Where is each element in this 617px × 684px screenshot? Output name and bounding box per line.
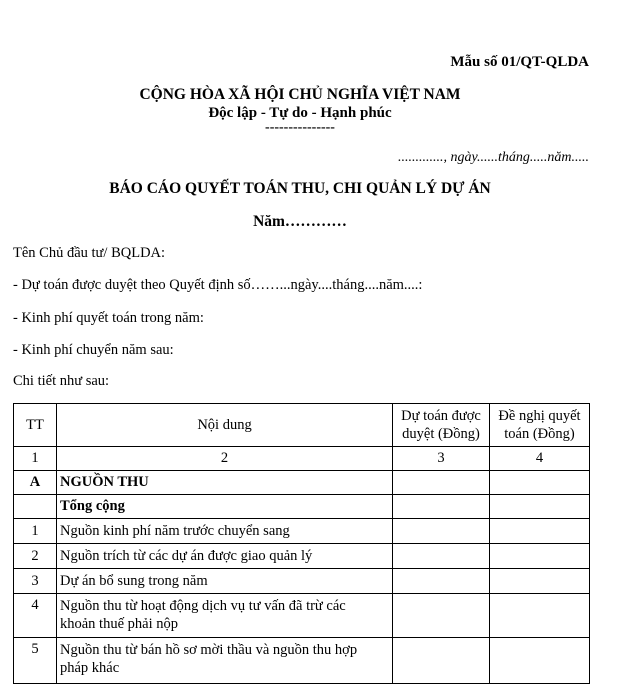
column-index: 1 <box>14 447 57 471</box>
column-index: 2 <box>57 447 393 471</box>
header-settlement-proposal <box>490 404 590 447</box>
row-label: Nguồn kinh phí năm trước chuyển sang <box>57 519 393 544</box>
investor-line: Tên Chủ đầu tư/ BQLDA: <box>13 245 166 261</box>
settlement-table <box>13 403 590 684</box>
row-label-line2: pháp khác <box>60 660 120 677</box>
report-title: BÁO CÁO QUYẾT TOÁN THU, CHI QUẢN LÝ DỰ ÁN <box>109 180 491 197</box>
amount-cell <box>393 569 490 594</box>
amount-cell <box>490 569 590 594</box>
amount-cell <box>393 519 490 544</box>
form-code: Mẫu số 01/QT-QLDA <box>450 54 589 70</box>
header-content: Nội dung <box>57 404 393 447</box>
table-row <box>14 519 590 544</box>
row-label <box>57 638 393 684</box>
row-label-line1: Nguồn thu từ bán hồ sơ mời thầu và nguồn thu hợp <box>60 642 358 658</box>
header-divider: --------------- <box>265 120 335 135</box>
header-approved-estimate-line1: Dự toán được <box>401 407 481 424</box>
column-index: 4 <box>490 447 590 471</box>
total-label: Tổng cộng <box>57 495 393 519</box>
column-index: 3 <box>393 447 490 471</box>
row-number: 2 <box>14 544 57 569</box>
settlement-funds-line: - Kinh phí quyết toán trong năm: <box>13 310 204 326</box>
table-header-row <box>14 404 590 447</box>
row-number: 4 <box>14 594 57 638</box>
section-a-row <box>14 471 590 495</box>
row-label: Dự án bổ sung trong năm <box>57 569 393 594</box>
row-number: 3 <box>14 569 57 594</box>
row-number-cell <box>14 495 57 519</box>
approved-estimate-line: - Dự toán được duyệt theo Quyết định số……...ngày....tháng....năm....: <box>13 277 423 293</box>
amount-cell <box>393 594 490 638</box>
table-row <box>14 569 590 594</box>
row-label: Nguồn trích từ các dự án được giao quản lý <box>57 544 393 569</box>
header-tt: TT <box>14 404 57 447</box>
row-label-line2: khoản thuế phải nộp <box>60 616 178 633</box>
amount-cell <box>490 638 590 684</box>
header-settlement-proposal-line1: Đề nghị quyết <box>498 407 581 424</box>
row-label-line1: Nguồn thu từ hoạt động dịch vụ tư vấn đã trừ các <box>60 598 346 614</box>
table-row <box>14 544 590 569</box>
row-label <box>57 594 393 638</box>
header-settlement-proposal-line2: toán (Đồng) <box>504 426 575 442</box>
national-title: CỘNG HÒA XÃ HỘI CHỦ NGHĨA VIỆT NAM <box>139 86 461 103</box>
section-a-label: NGUỒN THU <box>57 471 393 495</box>
national-motto: Độc lập - Tự do - Hạnh phúc <box>208 105 392 121</box>
report-year: Năm………… <box>253 213 347 230</box>
amount-cell <box>490 594 590 638</box>
amount-cell <box>393 638 490 684</box>
header-approved-estimate <box>393 404 490 447</box>
section-a-number: A <box>14 471 57 495</box>
amount-cell <box>490 471 590 495</box>
amount-cell <box>393 495 490 519</box>
column-index-row <box>14 447 590 471</box>
row-number: 1 <box>14 519 57 544</box>
amount-cell <box>393 544 490 569</box>
amount-cell <box>490 544 590 569</box>
details-intro-line: Chi tiết như sau: <box>13 373 110 389</box>
row-number: 5 <box>14 638 57 684</box>
table-row <box>14 594 590 638</box>
amount-cell <box>490 519 590 544</box>
carryover-funds-line: - Kinh phí chuyển năm sau: <box>13 342 174 358</box>
amount-cell <box>490 495 590 519</box>
table-row <box>14 638 590 684</box>
amount-cell <box>393 471 490 495</box>
header-approved-estimate-line2: duyệt (Đồng) <box>402 426 480 442</box>
date-line: ............., ngày......tháng.....năm..... <box>398 150 589 165</box>
total-row <box>14 495 590 519</box>
